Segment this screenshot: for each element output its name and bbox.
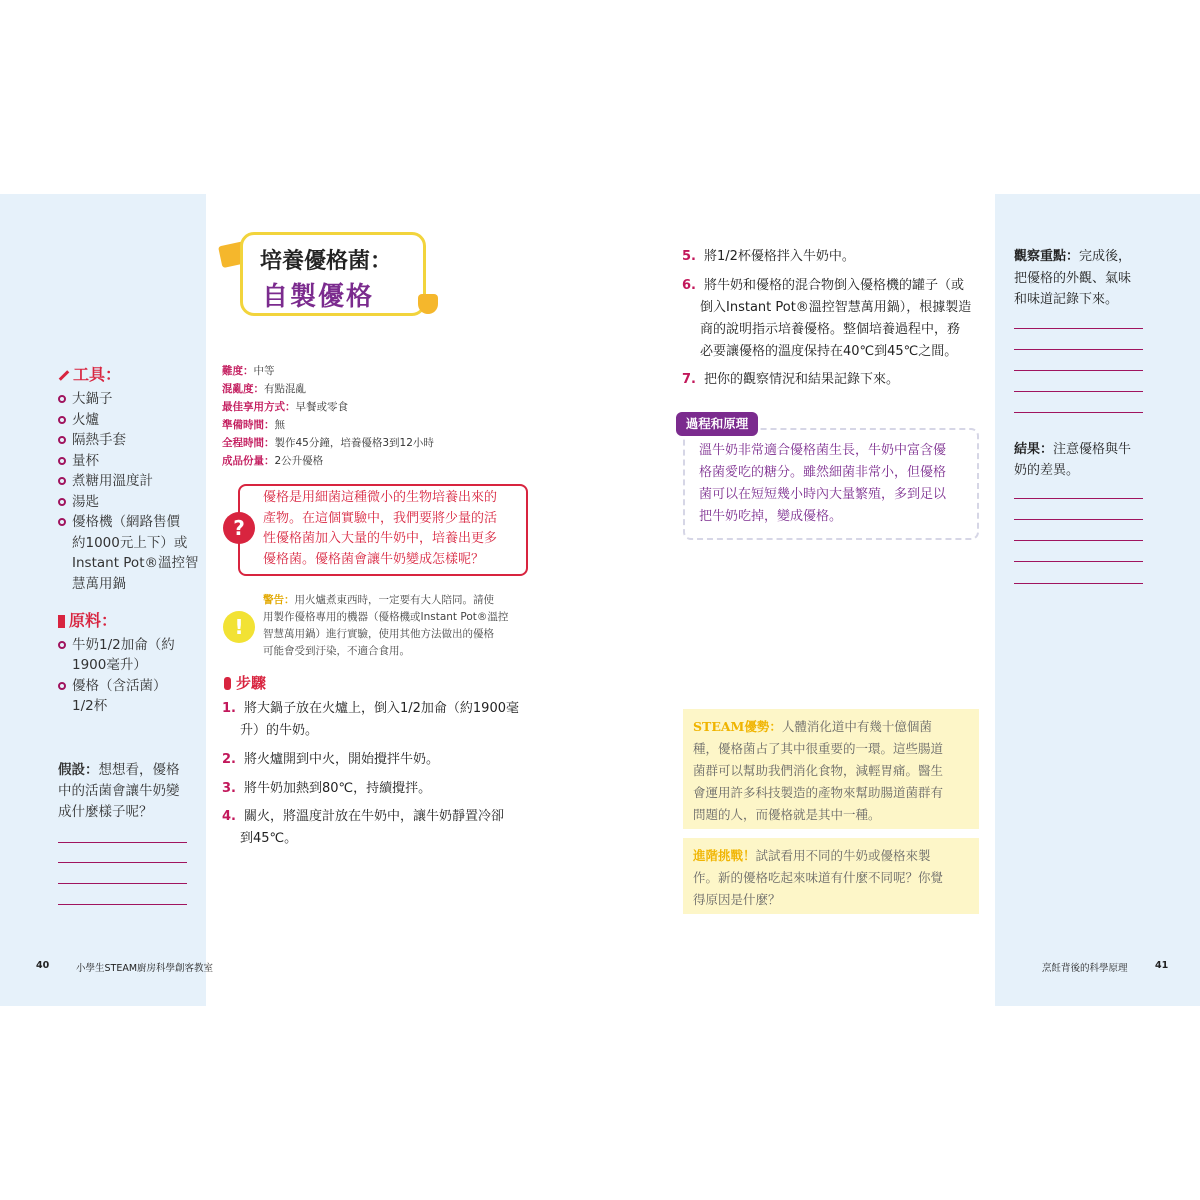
observe-line: 和味道記錄下來。 (1014, 292, 1119, 307)
tool-label: 量杯 (72, 453, 99, 469)
advanced-line: 得原因是什麼？ (693, 892, 781, 907)
warning-line (263, 592, 525, 609)
tool-item-cont: 約1000元上下）或 (72, 535, 188, 551)
writing-line[interactable] (1014, 349, 1143, 350)
tool-label: 湯匙 (72, 494, 99, 510)
tool-item (58, 471, 153, 492)
step-text: 將火爐開到中火，開始攪拌牛奶。 (243, 752, 439, 767)
title-line1: 培養優格菌： (260, 249, 393, 274)
right-sidebar (995, 194, 1200, 1006)
question-line: 性優格菌加入大量的牛奶中，培養出更多 (263, 531, 498, 546)
meta-line (222, 434, 434, 452)
observe-line: 把優格的外觀、氣味 (1014, 271, 1132, 286)
steps-heading (224, 672, 266, 693)
tool-item (58, 512, 180, 533)
meta-line (222, 416, 285, 434)
step-item (682, 275, 964, 297)
writing-line[interactable] (58, 862, 187, 863)
advanced-line (693, 845, 969, 867)
result-line (1014, 439, 1131, 461)
step-item (222, 749, 439, 771)
steam-line: 會運用許多科技製造的產物來幫助腸道菌群有 (693, 785, 944, 800)
warning-tag-icon (418, 294, 438, 314)
ingredient-item (58, 635, 175, 656)
meta-line (222, 398, 348, 416)
ingredients-heading (58, 608, 117, 631)
bullet-icon (58, 498, 66, 506)
ingredient-item-cont: 1900毫升） (72, 657, 147, 673)
tool-item (58, 389, 113, 410)
step-number: 3. (222, 781, 236, 796)
tool-label: 煮糖用溫度計 (72, 473, 153, 489)
step-text: 把你的觀察情況和結果記錄下來。 (703, 372, 899, 387)
bullet-icon (58, 436, 66, 444)
tool-label: 火爐 (72, 412, 99, 428)
advanced-box (683, 838, 979, 914)
ingredient-item (58, 676, 167, 697)
chapter-title-footer: 烹飪背後的科學原理 (1042, 963, 1128, 974)
question-line: 優格菌。優格菌會讓牛奶變成怎樣呢？ (263, 551, 485, 567)
tool-item (58, 430, 126, 451)
pencil-icon (59, 370, 70, 381)
question-text (263, 488, 523, 570)
cup-icon (58, 615, 65, 628)
meta-label: 最佳享用方式： (222, 401, 296, 413)
meta-line (222, 380, 306, 398)
meta-value: 製作45分鐘，培養優格3到12小時 (274, 437, 434, 449)
hypothesis-text: 想想看，優格 (98, 762, 180, 778)
meta-value: 中等 (253, 365, 275, 377)
meta-label: 準備時間： (222, 419, 275, 431)
step-text: 將牛奶加熱到80℃，持續攪拌。 (243, 781, 432, 796)
step-number: 6. (682, 278, 696, 293)
steam-line: 菌群可以幫助我們消化食物，減輕胃痛。醫生 (693, 763, 944, 778)
process-line: 菌可以在短短幾小時內大量繁殖，多到足以 (699, 487, 947, 502)
writing-line[interactable] (58, 883, 187, 884)
tool-item (58, 492, 99, 513)
steam-box (683, 709, 979, 829)
step-item (682, 369, 899, 391)
ingredients-heading-label: 原料： (69, 611, 118, 630)
left-sidebar (0, 194, 206, 1006)
warning-label: 警告： (263, 594, 295, 606)
steps-heading-label: 步驟 (236, 674, 267, 692)
meta-line (222, 452, 323, 470)
process-line: 把牛奶吃掉，變成優格。 (699, 509, 843, 524)
step-item (222, 778, 431, 800)
tools-heading-label: 工具： (73, 365, 122, 384)
meta-line (222, 362, 275, 380)
result-text: 注意優格與牛 (1053, 442, 1132, 457)
writing-line[interactable] (1014, 519, 1143, 520)
writing-line[interactable] (1014, 328, 1143, 329)
warning-icon: ! (223, 611, 255, 643)
title-line2: 自製優格 (262, 282, 375, 312)
step-number: 1. (222, 701, 236, 716)
result-line: 奶的差異。 (1014, 463, 1080, 478)
bullet-icon (58, 641, 66, 649)
advanced-line-text: 試試看用不同的牛奶或優格來製 (755, 848, 931, 863)
tool-label: 大鍋子 (72, 391, 113, 407)
book-title-footer: 小學生STEAM廚房科學創客教室 (76, 963, 214, 974)
meta-label: 成品份量： (222, 455, 275, 467)
ingredient-item-cont: 1/2杯 (72, 698, 108, 714)
advanced-label: 進階挑戰！ (693, 848, 756, 863)
step-text: 將大鍋子放在火爐上，倒入1/2加侖（約1900毫 (243, 701, 519, 716)
warning-line: 可能會受到汙染，不適合食用。 (263, 645, 410, 657)
writing-line[interactable] (1014, 561, 1143, 562)
writing-line[interactable] (58, 904, 187, 905)
step-item-cont: 倒入Instant Pot®溫控智慧萬用鍋），根據製造 (700, 300, 972, 315)
warning-line: 用製作優格專用的機器（優格機或Instant Pot®溫控 (263, 611, 509, 623)
result-label: 結果： (1014, 442, 1054, 457)
meta-label: 混亂度： (222, 383, 264, 395)
process-text (699, 440, 967, 528)
bullet-icon (58, 477, 66, 485)
bullet-icon (58, 518, 66, 526)
writing-line[interactable] (58, 842, 187, 843)
tools-heading (58, 362, 121, 385)
steam-label: STEAM優勢： (693, 719, 782, 734)
step-item-cont: 升）的牛奶。 (240, 723, 319, 738)
step-item-cont: 商的說明指示培養優格。整個培養過程中，務 (700, 322, 961, 337)
meta-value: 2公升優格 (274, 455, 324, 467)
observe-line (1014, 246, 1131, 268)
warning-line-text: 用火爐煮東西時，一定要有大人陪同。請使 (294, 594, 494, 606)
hypothesis-line (58, 760, 180, 781)
question-line: 優格是用細菌這種微小的生物培養出來的 (263, 490, 498, 505)
step-text: 關火，將溫度計放在牛奶中，讓牛奶靜置冷卻 (243, 809, 504, 824)
warning-text (263, 592, 525, 660)
step-number: 4. (222, 809, 236, 824)
question-line: 產物。在這個實驗中，我們要將少量的活 (263, 510, 498, 526)
tool-item-cont: 慧萬用鍋 (72, 576, 126, 592)
writing-line[interactable] (1014, 412, 1143, 413)
hypothesis-line: 中的活菌會讓牛奶變 (58, 783, 180, 799)
writing-line[interactable] (1014, 391, 1143, 392)
step-item (682, 246, 855, 268)
ingredient-label: 優格（含活菌） (72, 678, 167, 694)
advanced-line: 作。新的優格吃起來味道有什麼不同呢？你覺 (693, 870, 944, 885)
observe-text: 完成後， (1079, 249, 1132, 264)
meta-label: 全程時間： (222, 437, 275, 449)
steam-line-text: 人體消化道中有幾十億個菌 (781, 719, 932, 734)
writing-line[interactable] (1014, 583, 1143, 584)
step-number: 2. (222, 752, 236, 767)
step-item (222, 698, 519, 720)
steam-line (693, 716, 969, 738)
tool-item (58, 410, 99, 431)
step-item-cont: 到45℃。 (240, 831, 298, 846)
question-icon: ? (223, 512, 255, 544)
tool-item (58, 451, 99, 472)
writing-line[interactable] (1014, 370, 1143, 371)
step-item-cont: 必要讓優格的溫度保持在40℃到45℃之間。 (700, 344, 958, 359)
process-line: 格菌愛吃的糖分。雖然細菌非常小，但優格 (699, 465, 947, 480)
meta-value: 早餐或零食 (295, 401, 348, 413)
warning-line: 智慧萬用鍋）進行實驗，使用其他方法做出的優格 (263, 628, 494, 640)
step-number: 7. (682, 372, 696, 387)
process-tag: 過程和原理 (676, 412, 758, 436)
observe-label: 觀察重點： (1014, 249, 1080, 264)
step-text: 將牛奶和優格的混合物倒入優格機的罐子（或 (703, 278, 964, 293)
meta-value: 無 (274, 419, 285, 431)
tool-item-cont: Instant Pot®溫控智 (72, 555, 199, 571)
bullet-icon (58, 395, 66, 403)
page-number-left: 40 (36, 960, 50, 971)
writing-line[interactable] (1014, 540, 1143, 541)
steam-line: 種，優格菌占了其中很重要的一環。這些腸道 (693, 741, 944, 756)
hypothesis-line: 成什麼樣子呢？ (58, 804, 153, 820)
bullet-icon (58, 682, 66, 690)
steam-line: 問題的人，而優格就是其中一種。 (693, 807, 881, 822)
process-line: 溫牛奶非常適合優格菌生長，牛奶中富含優 (699, 443, 947, 458)
hypothesis-label: 假設： (58, 762, 99, 778)
step-item (222, 806, 504, 828)
step-text: 將1/2杯優格拌入牛奶中。 (703, 249, 855, 264)
meta-label: 難度： (222, 365, 254, 377)
step-number: 5. (682, 249, 696, 264)
bullet-icon (58, 457, 66, 465)
bullet-icon (58, 416, 66, 424)
ingredient-label: 牛奶1/2加侖（約 (72, 637, 175, 653)
page-number-right: 41 (1155, 960, 1169, 971)
hand-icon (224, 677, 231, 690)
tool-label: 隔熱手套 (72, 432, 126, 448)
meta-value: 有點混亂 (264, 383, 306, 395)
tool-label: 優格機（網路售價 (72, 514, 180, 530)
writing-line[interactable] (1014, 498, 1143, 499)
